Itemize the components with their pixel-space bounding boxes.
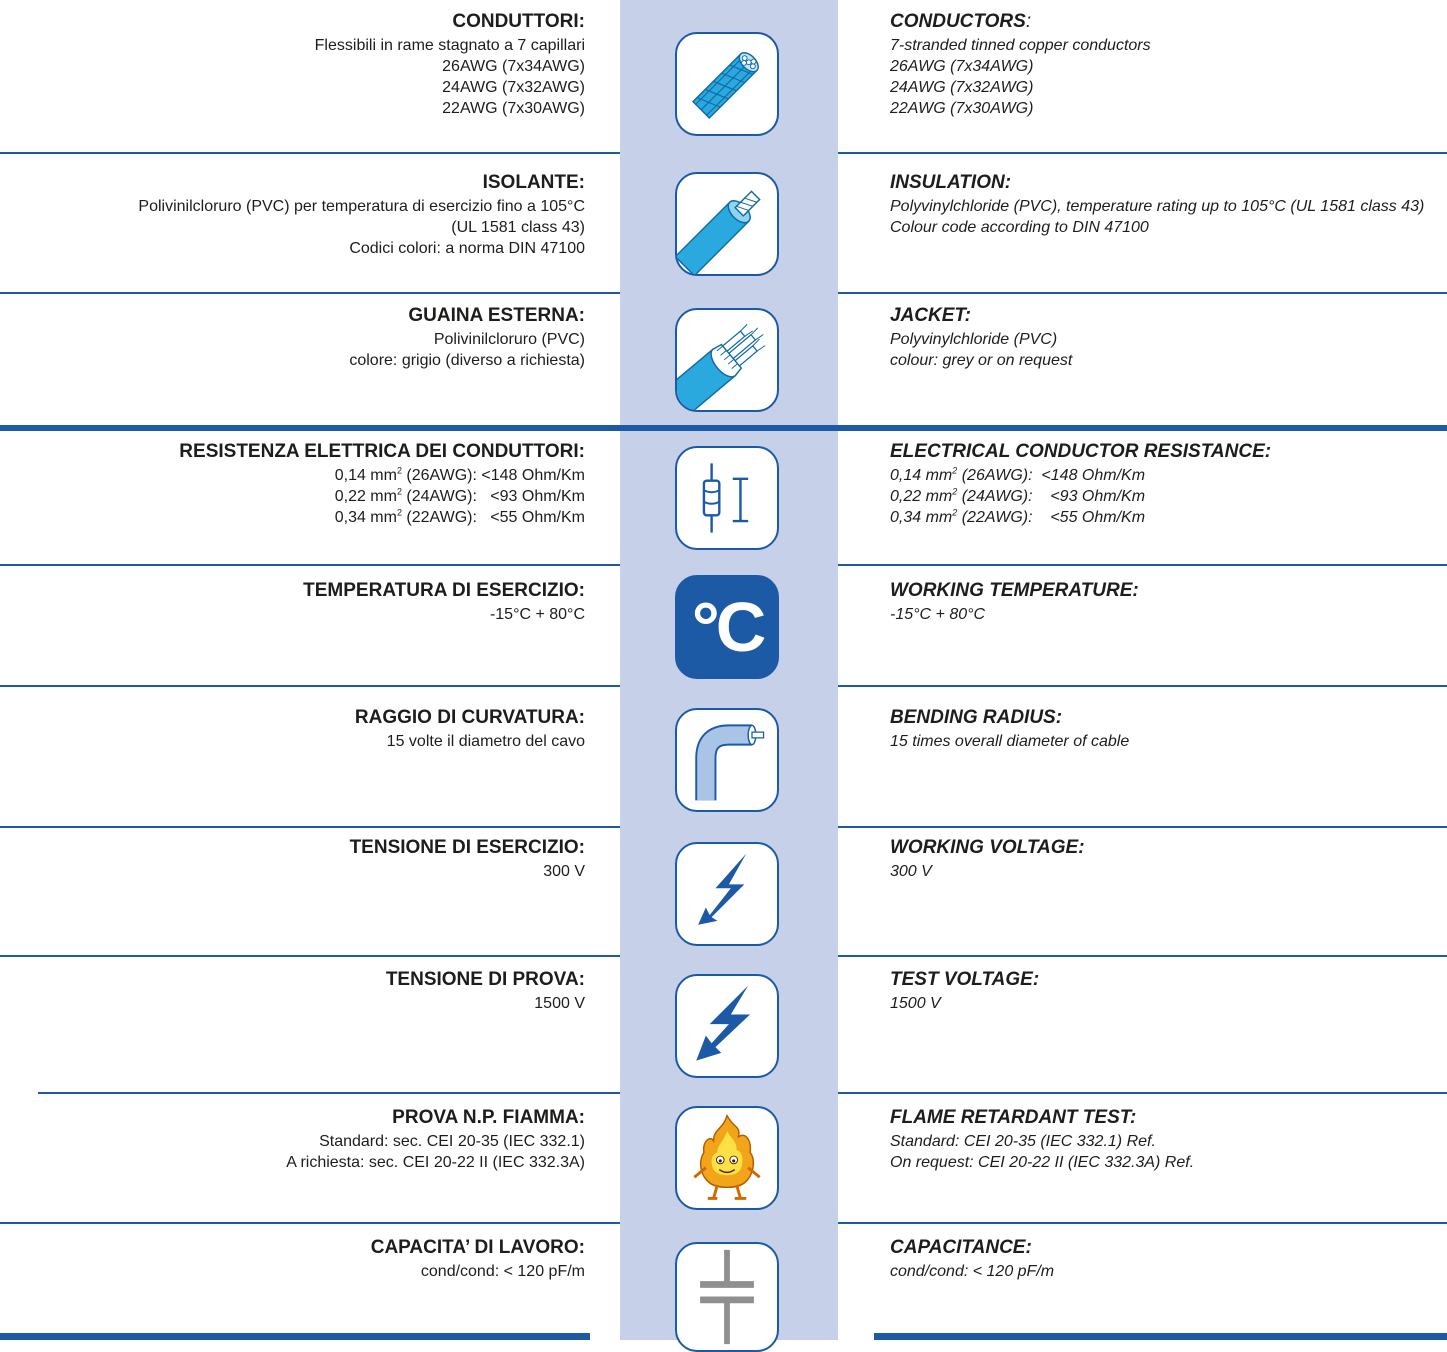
italian-line: 22AWG (7x30AWG) bbox=[442, 100, 585, 117]
divider bbox=[0, 564, 620, 566]
english-line: Colour code according to DIN 47100 bbox=[890, 219, 1149, 236]
thick-lightning-bolt-icon bbox=[675, 974, 779, 1078]
english-line: Polyvinylchloride (PVC) bbox=[890, 331, 1058, 348]
italian-line: Polivinilcloruro (PVC) per temperatura di esercizio fino a 105°C bbox=[138, 198, 585, 215]
divider bbox=[838, 1092, 1447, 1094]
flame-mascot-icon bbox=[675, 1106, 779, 1210]
divider bbox=[0, 685, 620, 687]
bent-cable-icon bbox=[675, 708, 779, 812]
italian-spec bbox=[0, 968, 585, 1014]
italian-spec bbox=[0, 1236, 585, 1282]
english-heading: CAPACITANCE: bbox=[890, 1237, 1032, 1258]
italian-heading: TENSIONE DI PROVA: bbox=[385, 969, 585, 990]
italian-line: A richiesta: sec. CEI 20-22 II (IEC 332.3A) bbox=[286, 1154, 585, 1171]
english-spec bbox=[890, 171, 1440, 238]
italian-line: 0,34 $mm^2$ (22AWG): <55 Ohm/Km bbox=[334, 507, 585, 526]
english-spec bbox=[890, 1106, 1440, 1173]
italian-spec bbox=[0, 706, 585, 752]
english-line: 0,14 $mm^2$ (26AWG): <148 Ohm/Km bbox=[890, 465, 1146, 484]
english-line: 0,34 $mm^2$ (22AWG): <55 Ohm/Km bbox=[890, 507, 1146, 526]
insulated-wire-icon bbox=[675, 172, 779, 276]
english-line: 24AWG (7x32AWG) bbox=[890, 79, 1034, 96]
italian-heading: GUAINA ESTERNA: bbox=[408, 305, 585, 326]
english-line: 22AWG (7x30AWG) bbox=[890, 100, 1034, 117]
italian-line: 15 volte il diametro del cavo bbox=[386, 733, 585, 750]
divider bbox=[0, 292, 620, 294]
english-heading: CONDUCTORS: bbox=[890, 11, 1032, 32]
italian-heading: CAPACITA’ DI LAVORO: bbox=[370, 1237, 585, 1258]
italian-line: (UL 1581 class 43) bbox=[451, 219, 585, 236]
english-line: Polyvinylchloride (PVC), temperature rating up to 105°C (UL 1581 class 43) bbox=[890, 198, 1425, 215]
english-line: 0,22 $mm^2$ (24AWG): <93 Ohm/Km bbox=[890, 486, 1146, 505]
italian-heading: PROVA N.P. FIAMMA: bbox=[392, 1107, 585, 1128]
lightning-bolt-icon bbox=[675, 842, 779, 946]
english-line: On request: CEI 20-22 II (IEC 332.3A) Ref. bbox=[890, 1154, 1195, 1171]
divider bbox=[0, 152, 620, 154]
stranded-conductor-icon bbox=[675, 32, 779, 136]
divider bbox=[838, 685, 1447, 687]
english-heading: WORKING TEMPERATURE: bbox=[890, 580, 1139, 601]
italian-heading: ISOLANTE: bbox=[482, 172, 585, 193]
divider bbox=[838, 292, 1447, 294]
italian-line: colore: grigio (diverso a richiesta) bbox=[349, 352, 585, 369]
english-spec bbox=[890, 579, 1440, 625]
english-heading: INSULATION: bbox=[890, 172, 1012, 193]
divider-thick bbox=[0, 1333, 590, 1340]
english-spec bbox=[890, 10, 1440, 119]
english-spec bbox=[890, 304, 1440, 371]
italian-heading: TENSIONE DI ESERCIZIO: bbox=[349, 837, 585, 858]
italian-line: Codici colori: a norma DIN 47100 bbox=[349, 240, 585, 257]
english-heading: FLAME RETARDANT TEST: bbox=[890, 1107, 1137, 1128]
italian-line: 26AWG (7x34AWG) bbox=[442, 58, 585, 75]
divider bbox=[838, 955, 1447, 957]
italian-line: Standard: sec. CEI 20-35 (IEC 332.1) bbox=[319, 1133, 585, 1150]
english-line: 15 times overall diameter of cable bbox=[890, 733, 1130, 750]
divider-thick bbox=[874, 1333, 1447, 1340]
english-heading: WORKING VOLTAGE: bbox=[890, 837, 1085, 858]
divider bbox=[0, 826, 620, 828]
divider bbox=[838, 826, 1447, 828]
italian-heading: TEMPERATURA DI ESERCIZIO: bbox=[303, 580, 585, 601]
italian-line: 300 V bbox=[543, 863, 585, 880]
english-spec bbox=[890, 440, 1440, 528]
italian-line: Flessibili in rame stagnato a 7 capillari bbox=[314, 37, 585, 54]
celsius-icon bbox=[675, 575, 779, 679]
english-line: 300 V bbox=[890, 863, 932, 880]
english-line: colour: grey or on request bbox=[890, 352, 1073, 369]
celsius-symbol: °C bbox=[691, 588, 763, 666]
english-line: -15°C + 80°C bbox=[890, 606, 986, 623]
english-line: Standard: CEI 20-35 (IEC 332.1) Ref. bbox=[890, 1133, 1156, 1150]
english-line: 1500 V bbox=[890, 995, 941, 1012]
english-spec bbox=[890, 1236, 1440, 1282]
divider bbox=[0, 955, 620, 957]
english-heading: ELECTRICAL CONDUCTOR RESISTANCE: bbox=[890, 441, 1272, 462]
italian-spec bbox=[0, 1106, 585, 1173]
italian-line: Polivinilcloruro (PVC) bbox=[433, 331, 585, 348]
english-heading: JACKET: bbox=[890, 305, 971, 326]
english-line: 7-stranded tinned copper conductors bbox=[890, 37, 1151, 54]
divider bbox=[838, 564, 1447, 566]
english-heading: TEST VOLTAGE: bbox=[890, 969, 1040, 990]
divider bbox=[838, 152, 1447, 154]
italian-spec bbox=[0, 10, 585, 119]
english-line: 26AWG (7x34AWG) bbox=[890, 58, 1034, 75]
english-spec bbox=[890, 836, 1440, 882]
italian-line: -15°C + 80°C bbox=[489, 606, 585, 623]
italian-heading: RAGGIO DI CURVATURA: bbox=[354, 707, 585, 728]
english-spec bbox=[890, 968, 1440, 1014]
divider-thick bbox=[0, 425, 1447, 431]
capacitor-icon bbox=[675, 1242, 779, 1352]
italian-line: 1500 V bbox=[534, 995, 585, 1012]
jacketed-cable-icon bbox=[675, 308, 779, 412]
italian-spec bbox=[0, 836, 585, 882]
italian-line: 0,22 $mm^2$ (24AWG): <93 Ohm/Km bbox=[334, 486, 585, 505]
italian-line: cond/cond: < 120 pF/m bbox=[420, 1263, 585, 1280]
italian-spec bbox=[0, 440, 585, 528]
divider bbox=[838, 1222, 1447, 1224]
italian-heading: RESISTENZA ELETTRICA DEI CONDUTTORI: bbox=[179, 441, 585, 462]
italian-spec bbox=[0, 171, 585, 259]
italian-line: 24AWG (7x32AWG) bbox=[442, 79, 585, 96]
english-heading: BENDING RADIUS: bbox=[890, 707, 1063, 728]
italian-spec bbox=[0, 304, 585, 371]
resistor-icon bbox=[675, 446, 779, 550]
divider bbox=[0, 1222, 620, 1224]
divider bbox=[38, 1092, 620, 1094]
italian-heading: CONDUTTORI: bbox=[452, 11, 585, 32]
italian-line: 0,14 $mm^2$ (26AWG): <148 Ohm/Km bbox=[334, 465, 585, 484]
english-spec bbox=[890, 706, 1440, 752]
english-line: cond/cond: < 120 pF/m bbox=[890, 1263, 1055, 1280]
italian-spec bbox=[0, 579, 585, 625]
